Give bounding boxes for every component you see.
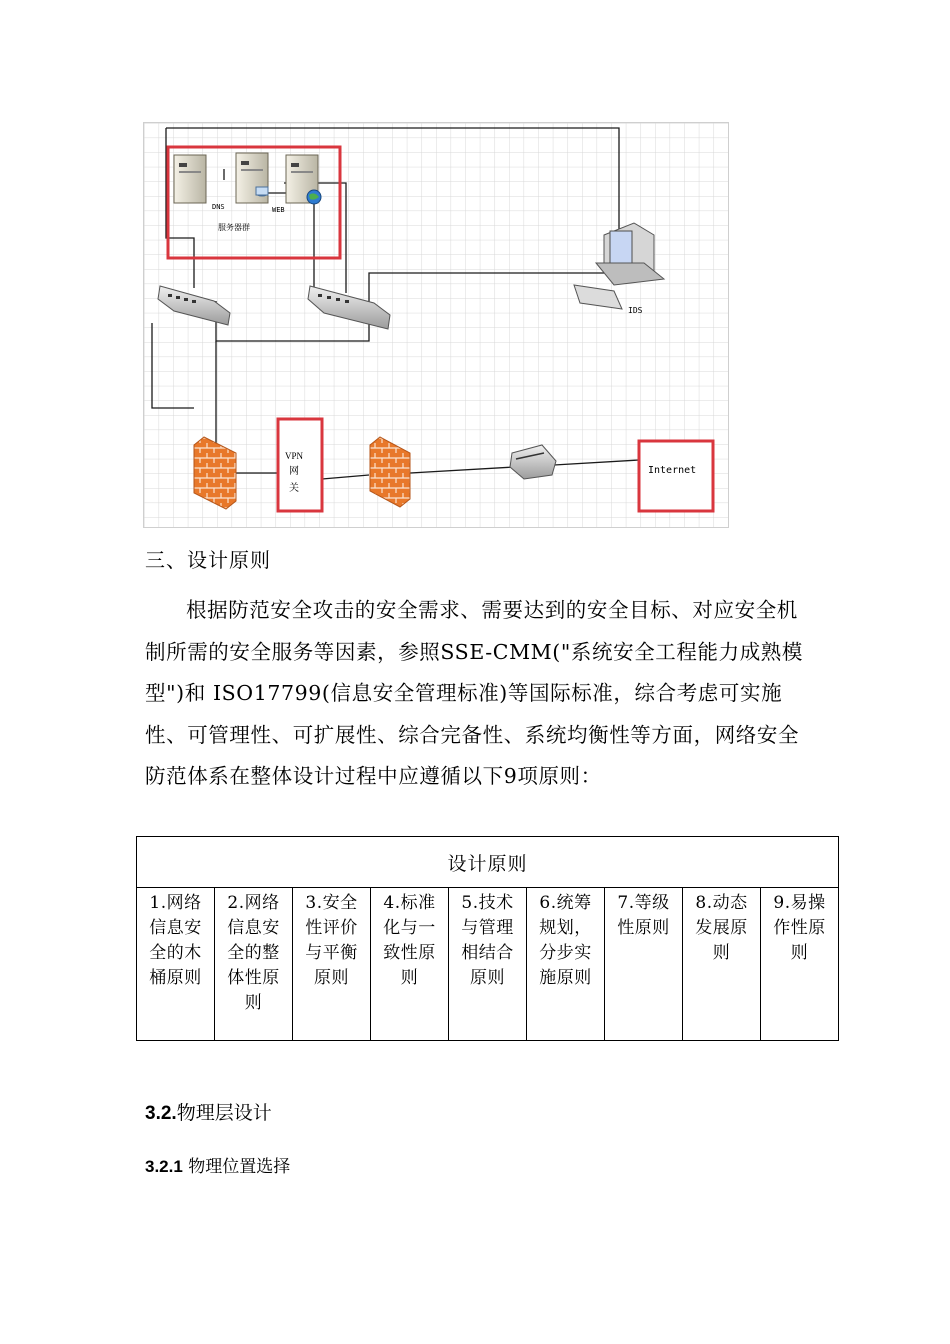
principle-cell-8: 8.动态发展原则 — [683, 888, 761, 1041]
body-paragraph: 根据防范安全攻击的安全需求、需要达到的安全目标、对应安全机制所需的安全服务等因素，参照SSE-CMM("系统安全工程能力成熟模型")和 ISO17799(信息安全管理标准)等国际标准，综合考虑可实施性、可管理性、可扩展性、综合完备性、系统均衡性等方面，网络安全防范体系在整体设计过程中应遵循以下9项原则： — [145, 598, 803, 788]
design-principles-table — [136, 836, 839, 1041]
web-label: WEB — [272, 206, 285, 214]
vpn-label-line2: 网 — [289, 466, 299, 477]
principle-cell-7: 7.等级性原则 — [605, 888, 683, 1041]
server-group-label: 服务器群 — [218, 223, 250, 232]
server-icon-1 — [174, 155, 206, 203]
vpn-label-line3: 关 — [289, 483, 299, 494]
principle-cell-3: 3.安全性评价与平衡原则 — [293, 888, 371, 1041]
heading-3-2-1 — [145, 1152, 290, 1177]
network-topology-diagram — [143, 122, 729, 528]
server-icon-web — [286, 155, 321, 204]
vpn-gateway-box — [278, 419, 322, 511]
dns-label: DNS — [212, 203, 225, 211]
heading-3-2 — [145, 1098, 272, 1125]
topology-svg — [144, 123, 728, 527]
principle-cell-4: 4.标准化与一致性原则 — [371, 888, 449, 1041]
section-title: 三、设计原则 — [145, 548, 271, 572]
principle-cell-1: 1.网络信息安全的木桶原则 — [137, 888, 215, 1041]
table-header: 设计原则 — [137, 837, 839, 888]
heading-3-2-number: 3.2. — [145, 1103, 177, 1124]
principle-cell-6: 6.统筹规划，分步实施原则 — [527, 888, 605, 1041]
table-row — [137, 888, 839, 1041]
heading-3-2-1-text: 物理位置选择 — [182, 1157, 291, 1177]
principle-cell-9: 9.易操作性原则 — [761, 888, 839, 1041]
internet-box — [639, 441, 713, 511]
heading-3-2-1-number: 3.2.1 — [145, 1157, 183, 1176]
vpn-label: VPN — [285, 451, 304, 461]
server-icon-dns — [236, 153, 268, 203]
internet-label: Internet — [648, 465, 697, 476]
heading-3-2-text: 物理层设计 — [176, 1102, 272, 1124]
principle-cell-2: 2.网络信息安全的整体性原则 — [215, 888, 293, 1041]
ids-label: IDS — [628, 306, 643, 315]
principle-cell-5: 5.技术与管理相结合原则 — [449, 888, 527, 1041]
